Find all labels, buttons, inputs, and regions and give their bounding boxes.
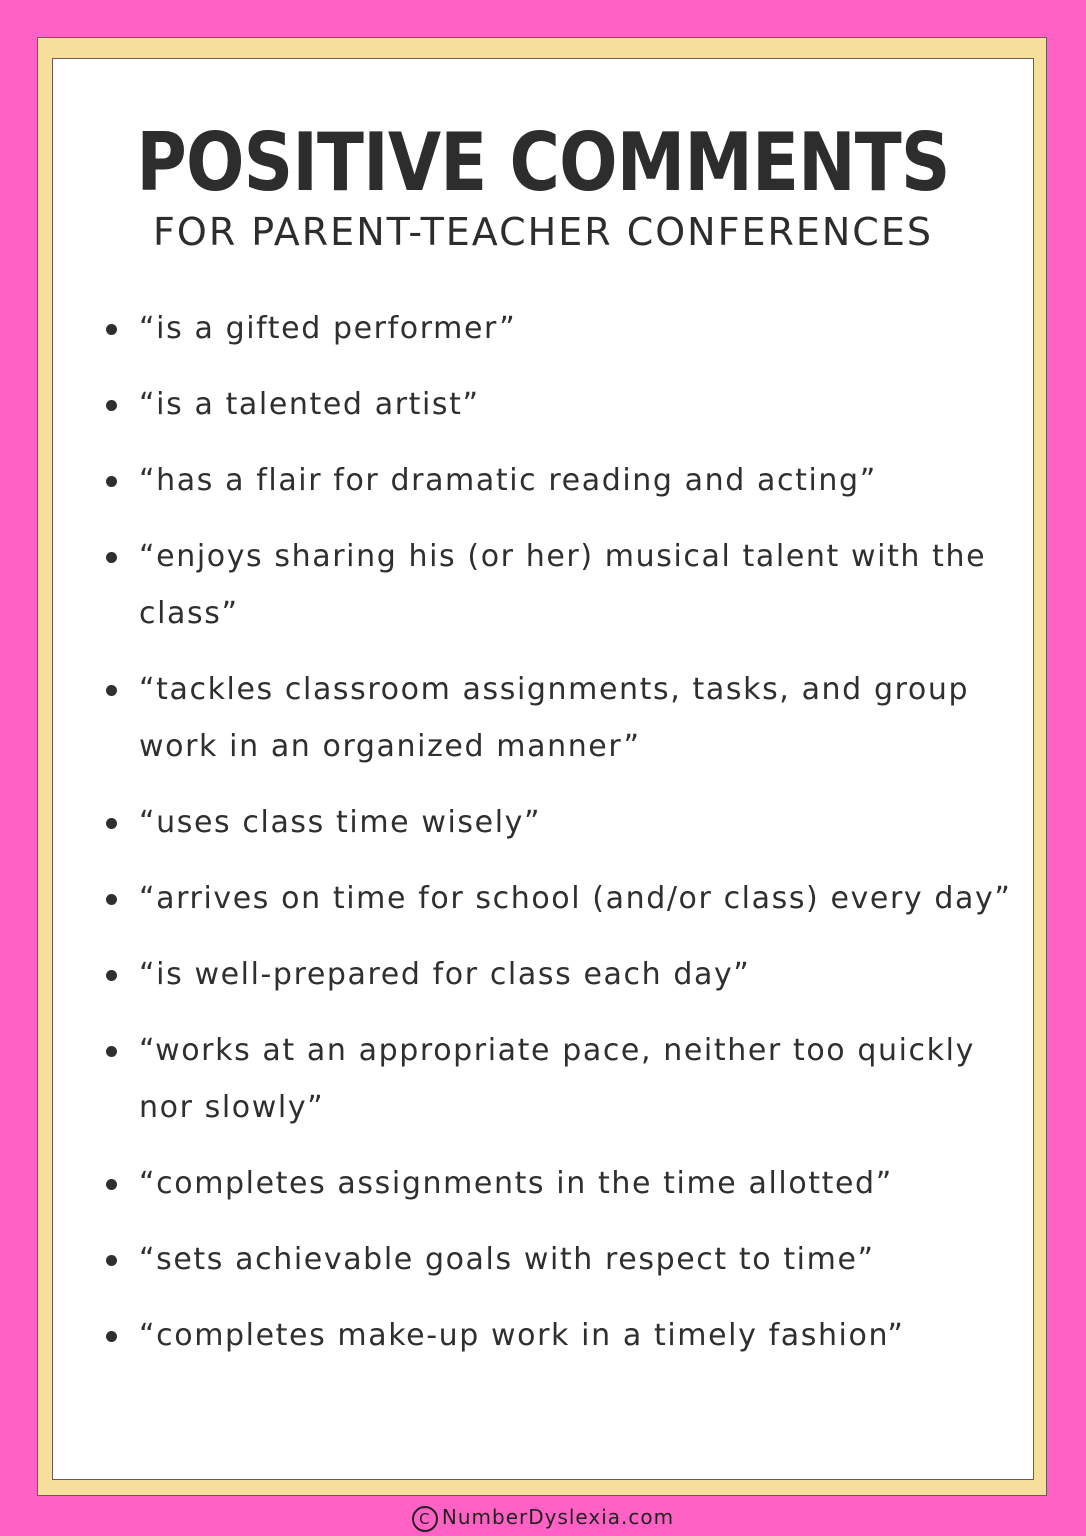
list-item: [104, 1022, 1014, 1136]
comment-text: “uses class time wisely”: [139, 805, 542, 840]
comment-text: “completes assignments in the time allotted”: [139, 1166, 893, 1201]
list-item: [104, 794, 1014, 851]
list-item: [104, 376, 1014, 433]
bullet-icon: [106, 685, 117, 696]
comment-text: “works at an appropriate pace, neither too quickly nor slowly”: [139, 1033, 975, 1125]
comment-text: “enjoys sharing his (or her) musical talent with the class”: [139, 539, 987, 631]
bullet-icon: [106, 970, 117, 981]
comments-list: [104, 300, 1014, 1383]
comment-text: “completes make-up work in a timely fashion”: [139, 1318, 905, 1353]
bullet-icon: [106, 400, 117, 411]
bullet-icon: [106, 1046, 117, 1057]
copyright-icon: C: [412, 1506, 438, 1532]
list-item: [104, 452, 1014, 509]
list-item: [104, 1231, 1014, 1288]
footer: [0, 1502, 1086, 1532]
site-credit: NumberDyslexia.com: [441, 1505, 675, 1529]
page-subtitle: FOR PARENT-TEACHER CONFERENCES: [153, 210, 933, 254]
bullet-icon: [106, 324, 117, 335]
list-item: [104, 1307, 1014, 1364]
comment-text: “is a gifted performer”: [139, 311, 517, 346]
list-item: [104, 1155, 1014, 1212]
bullet-icon: [106, 1255, 117, 1266]
bullet-icon: [106, 818, 117, 829]
bullet-icon: [106, 894, 117, 905]
list-item: [104, 870, 1014, 927]
page-title: POSITIVE COMMENTS: [136, 116, 950, 209]
list-item: [104, 528, 1014, 642]
bullet-icon: [106, 1331, 117, 1342]
comment-text: “arrives on time for school (and/or class) every day”: [139, 881, 1012, 916]
list-item: [104, 946, 1014, 1003]
comment-text: “is well-prepared for class each day”: [139, 957, 751, 992]
comment-text: “is a talented artist”: [139, 387, 480, 422]
bullet-icon: [106, 552, 117, 563]
comment-text: “sets achievable goals with respect to time”: [139, 1242, 875, 1277]
list-item: [104, 661, 1014, 775]
comment-text: “has a flair for dramatic reading and acting”: [139, 463, 877, 498]
comment-text: “tackles classroom assignments, tasks, and group work in an organized manner”: [139, 672, 970, 764]
bullet-icon: [106, 1179, 117, 1190]
bullet-icon: [106, 476, 117, 487]
list-item: [104, 300, 1014, 357]
